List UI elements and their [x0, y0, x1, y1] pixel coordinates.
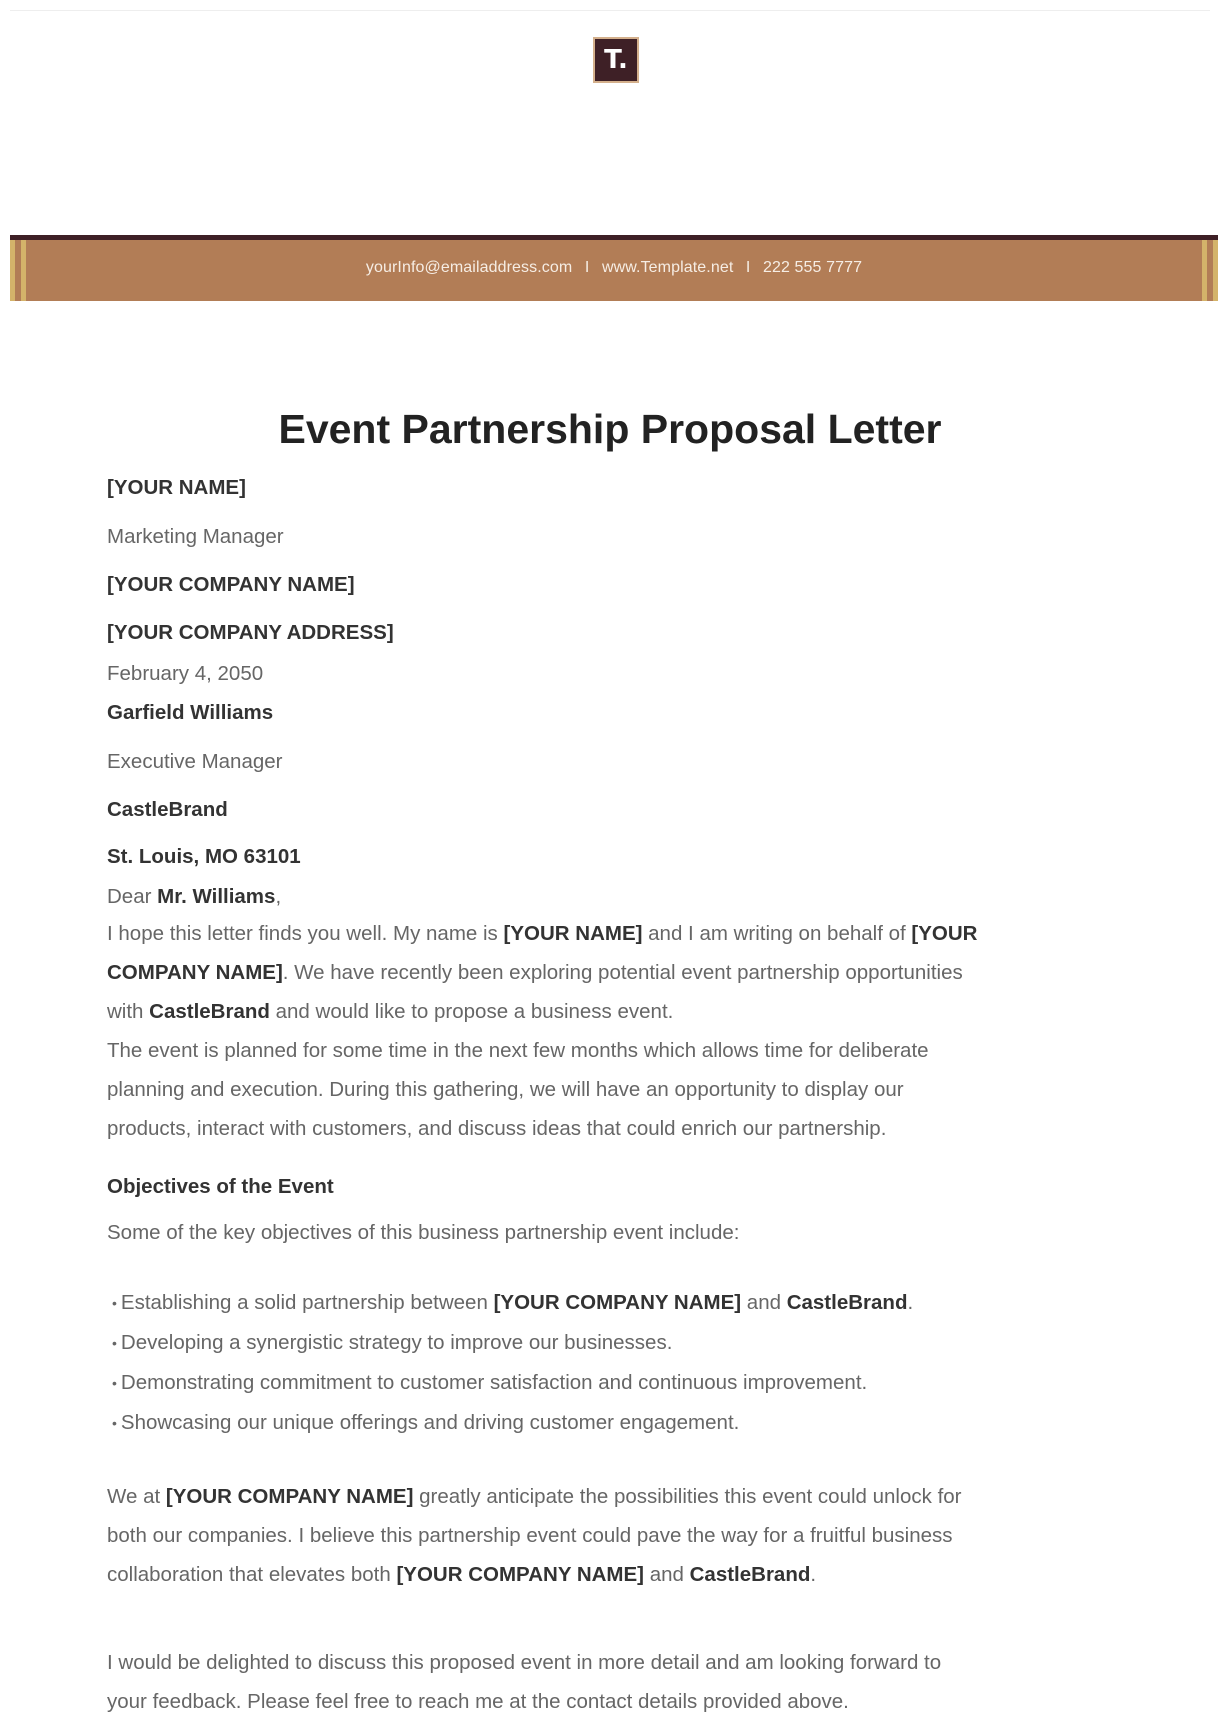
sender-company: [YOUR COMPANY NAME]	[107, 573, 355, 596]
contact-line	[10, 259, 1218, 277]
objectives-list	[107, 1283, 913, 1443]
bullet-icon: •	[112, 1295, 117, 1312]
top-divider	[10, 10, 1210, 11]
recipient-company: CastleBrand	[107, 798, 228, 821]
recipient-address: St. Louis, MO 63101	[107, 845, 301, 868]
paragraph-closing: I would be delighted to discuss this proposed event in more detail and am looking forward to your feedback. Please feel free to reach me at the contact details provided above.	[107, 1651, 942, 1713]
list-item: • Establishing a solid partnership between [YOUR COMPANY NAME] and CastleBrand.	[107, 1283, 913, 1323]
template-logo-icon: T.	[593, 37, 639, 83]
bullet-icon: •	[112, 1415, 117, 1432]
banner-top-line	[10, 235, 1218, 240]
recipient-role: Executive Manager	[107, 750, 283, 773]
salutation	[107, 885, 281, 909]
contact-phone: 222 555 7777	[763, 259, 863, 276]
list-item: • Demonstrating commitment to customer satisfaction and continuous improvement.	[107, 1363, 913, 1403]
contact-website[interactable]: www.Template.net	[601, 259, 734, 276]
letter-date: February 4, 2050	[107, 662, 264, 685]
bullet-icon: •	[112, 1335, 117, 1352]
objectives-intro: Some of the key objectives of this business partnership event include:	[107, 1221, 740, 1244]
paragraph-event-plan: The event is planned for some time in the next few months which allows time for deliberate planning and execution. During this gathering, we will have an opportunity to display our products, interact with customers, and discuss ideas that could enrich our partnership.	[107, 1039, 929, 1140]
objectives-heading: Objectives of the Event	[107, 1175, 334, 1198]
paragraph-anticipation: We at [YOUR COMPANY NAME] greatly anticipate the possibilities this event could unlock for both our companies. I believe this partnership event could pave the way for a fruitful business collaboration that elevates both [YOUR COMPANY NAME] and CastleBrand.	[107, 1485, 962, 1586]
paragraph-intro: I hope this letter finds you well. My name is [YOUR NAME] and I am writing on behalf of [YOUR COMPANY NAME]. We have recently been exploring potential event partnership opportunities with CastleBrand and would like to propose a business event.	[107, 922, 978, 1023]
contact-banner	[10, 235, 1218, 301]
list-item: • Developing a synergistic strategy to improve our businesses.	[107, 1323, 913, 1363]
contact-email[interactable]: yourInfo@emailaddress.com	[365, 259, 573, 276]
bullet-icon: •	[112, 1375, 117, 1392]
sender-role: Marketing Manager	[107, 525, 284, 548]
contact-separator: I	[584, 259, 590, 276]
salutation-name: Mr. Williams	[157, 885, 276, 908]
salutation-suffix: ,	[275, 885, 282, 908]
document-title: Event Partnership Proposal Letter	[278, 406, 942, 452]
list-item: • Showcasing our unique offerings and driving customer engagement.	[107, 1403, 913, 1443]
contact-separator: I	[745, 259, 751, 276]
sender-name: [YOUR NAME]	[107, 476, 246, 499]
recipient-name: Garfield Williams	[107, 701, 274, 724]
sender-address: [YOUR COMPANY ADDRESS]	[107, 621, 394, 644]
salutation-prefix: Dear	[107, 885, 158, 908]
